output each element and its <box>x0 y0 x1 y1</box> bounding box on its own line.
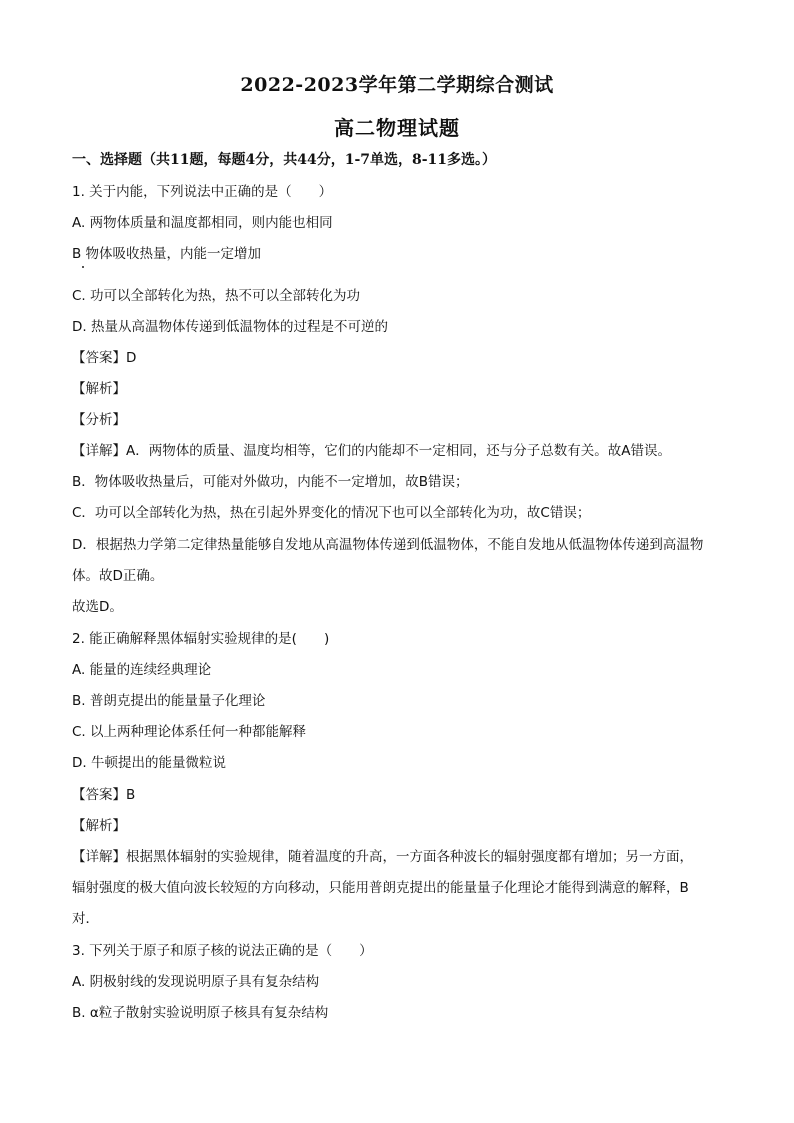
q1-analysis-label: 【解析】 <box>72 381 126 397</box>
q1-conclusion: 故选D。 <box>72 599 123 615</box>
q1-detail-line: D．根据热力学第二定律热量能够自发地从高温物体传递到低温物体，不能自发地从低温物体传递到高温物 <box>72 537 704 553</box>
q1-fenxi-label: 【分析】 <box>72 412 126 428</box>
exam-title: 2022-2023学年第二学期综合测试 <box>240 74 554 96</box>
q1-option-b: B 物体吸收热量，内能一定增加 <box>72 246 262 262</box>
q1-detail-line: C．功可以全部转化为热，热在引起外界变化的情况下也可以全部转化为功，故C错误； <box>72 505 591 521</box>
q1-option-a: A. 两物体质量和温度都相同，则内能也相同 <box>72 215 333 231</box>
q1-option-c: C. 功可以全部转化为热，热不可以全部转化为功 <box>72 288 361 304</box>
q1-stem: 1. 关于内能，下列说法中正确的是（ ） <box>72 184 333 200</box>
q2-detail-line: 【详解】根据黑体辐射的实验规律，随着温度的升高，一方面各种波长的辐射强度都有增加；另一方面， <box>72 849 693 865</box>
q2-analysis-label: 【解析】 <box>72 818 126 834</box>
q2-stem: 2. 能正确解释黑体辐射实验规律的是( ) <box>72 631 330 647</box>
stray-mark <box>82 266 84 268</box>
q1-detail-line: B．物体吸收热量后，可能对外做功，内能不一定增加，故B错误； <box>72 474 469 490</box>
q2-option-c: C. 以上两种理论体系任何一种都能解释 <box>72 724 307 740</box>
q1-detail-line: 【详解】A．两物体的质量、温度均相等，它们的内能却不一定相同，还与分子总数有关。故A错误。 <box>72 443 671 459</box>
q3-option-b: B. α粒子散射实验说明原子核具有复杂结构 <box>72 1005 329 1021</box>
q1-option-d: D. 热量从高温物体传递到低温物体的过程是不可逆的 <box>72 319 388 335</box>
q2-option-d: D. 牛顿提出的能量微粒说 <box>72 755 226 771</box>
q2-detail-line: 对． <box>72 911 99 927</box>
q2-option-a: A. 能量的连续经典理论 <box>72 662 212 678</box>
q1-answer: 【答案】D <box>72 350 137 366</box>
exam-subtitle: 高二物理试题 <box>334 116 460 140</box>
q2-answer: 【答案】B <box>72 787 136 803</box>
q2-option-b: B. 普朗克提出的能量量子化理论 <box>72 693 266 709</box>
q1-detail-line: 体。故D正确。 <box>72 568 164 584</box>
q3-option-a: A. 阴极射线的发现说明原子具有复杂结构 <box>72 974 320 990</box>
section-heading: 一、选择题（共11题，每题4分，共44分，1-7单选，8-11多选。） <box>72 152 497 168</box>
q3-stem: 3. 下列关于原子和原子核的说法正确的是（ ） <box>72 943 373 959</box>
q2-detail-line: 辐射强度的极大值向波长较短的方向移动，只能用普朗克提出的能量量子化理论才能得到满意的解释，B <box>72 880 689 896</box>
